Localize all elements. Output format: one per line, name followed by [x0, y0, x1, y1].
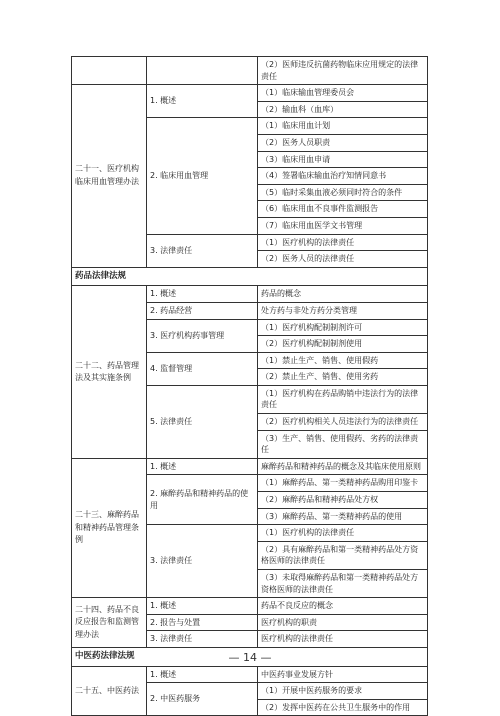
topic-label: 2. 中医药服务	[147, 683, 258, 716]
content-item: （2）具有麻醉药品和第一类精神药品处方资格医师的法律责任	[258, 541, 428, 569]
section-heading: 药品法律法规	[72, 267, 428, 286]
content-item: （2）麻醉药品和精神药品处方权	[258, 492, 428, 509]
content-item: （1）开展中医药服务的要求	[258, 683, 428, 700]
topic-label: 2. 麻醉药品和精神药品的使用	[147, 475, 258, 525]
content-item: （7）临床用血医学文书管理	[258, 217, 428, 234]
table-row	[72, 598, 428, 615]
content-item: 医疗机构的法律责任	[258, 631, 428, 648]
topic-label: 1. 概述	[147, 666, 258, 683]
table-row	[72, 666, 428, 683]
content-item: （6）临床用血不良事件监测报告	[258, 201, 428, 218]
empty-cell	[72, 57, 147, 85]
content-item: （1）临床用血计划	[258, 118, 428, 135]
content-item: 麻醉药品和精神药品的概念及其临床使用原则	[258, 458, 428, 475]
content-item: （3）未取得麻醉药品和第一类精神药品处方资格医师的法律责任	[258, 570, 428, 598]
topic-label: 3. 医疗机构药事管理	[147, 319, 258, 352]
topic-label: 1. 概述	[147, 286, 258, 303]
syllabus-table-body	[72, 57, 428, 716]
section-header-row	[72, 267, 428, 286]
topic-label: 1. 概述	[147, 598, 258, 615]
table-cell: （2）医师违反抗菌药物临床应用规定的法律责任	[258, 57, 428, 85]
content-item: （1）禁止生产、销售、使用假药	[258, 352, 428, 369]
topic-label: 2. 报告与处置	[147, 614, 258, 631]
content-item: （2）医疗机构配制制剂使用	[258, 336, 428, 353]
content-item: （1）医疗机构在药品购销中违法行为的法律责任	[258, 385, 428, 413]
content-item: （2）禁止生产、销售、使用劣药	[258, 369, 428, 386]
topic-label: 1. 概述	[147, 85, 258, 118]
chapter-title: 二十三、麻醉药品和精神药品管理条例	[72, 458, 147, 597]
content-item: 中医药事业发展方针	[258, 666, 428, 683]
content-item: （2）发挥中医药在公共卫生服务中的作用	[258, 699, 428, 716]
topic-label: 5. 法律责任	[147, 385, 258, 458]
chapter-title: 二十二、药品管理法及其实施条例	[72, 286, 147, 459]
table-row	[72, 57, 428, 85]
content-item: （3）生产、销售、使用假药、劣药的法律责任	[258, 430, 428, 458]
section-heading: 中医药法律法规	[72, 647, 428, 666]
topic-label: 2. 临床用血管理	[147, 118, 258, 234]
content-item: （2）输血科（血库）	[258, 101, 428, 118]
content-item: （1）医疗机构的法律责任	[258, 234, 428, 251]
topic-label: 3. 法律责任	[147, 234, 258, 267]
topic-label: 3. 法律责任	[147, 525, 258, 598]
content-item: （1）医疗机构配制制剂许可	[258, 319, 428, 336]
content-item: （1）麻醉药品、第一类精神药品购用印鉴卡	[258, 475, 428, 492]
chapter-title: 二十一、医疗机构临床用血管理办法	[72, 85, 147, 268]
content-item: 药品不良反应的概念	[258, 598, 428, 615]
chapter-title: 二十五、中医药法	[72, 666, 147, 716]
table-row	[72, 286, 428, 303]
content-item: （1）医疗机构的法律责任	[258, 525, 428, 542]
empty-cell	[147, 57, 258, 85]
page-number: — 14 —	[228, 651, 272, 664]
table-row	[72, 85, 428, 102]
content-item: 处方药与非处方药分类管理	[258, 302, 428, 319]
content-item: （2）医务人员职责	[258, 134, 428, 151]
topic-label: 3. 法律责任	[147, 631, 258, 648]
content-item: 医疗机构的职责	[258, 614, 428, 631]
table-row	[72, 458, 428, 475]
topic-label: 4. 监督管理	[147, 352, 258, 385]
topic-label: 2. 药品经营	[147, 302, 258, 319]
content-item: （3）临床用血申请	[258, 151, 428, 168]
topic-label: 1. 概述	[147, 458, 258, 475]
content-item: （5）临时采集血液必须同时符合的条件	[258, 184, 428, 201]
content-item: 药品的概念	[258, 286, 428, 303]
content-item: （1）临床输血管理委员会	[258, 85, 428, 102]
content-item: （3）麻醉药品、第一类精神药品的使用	[258, 508, 428, 525]
content-item: （2）医疗机构相关人员违法行为的法律责任	[258, 414, 428, 431]
chapter-title: 二十四、药品不良反应报告和监测管理办法	[72, 598, 147, 648]
syllabus-table	[71, 56, 428, 716]
content-item: （4）签署临床输血治疗知情同意书	[258, 168, 428, 185]
content-item: （2）医务人员的法律责任	[258, 251, 428, 268]
